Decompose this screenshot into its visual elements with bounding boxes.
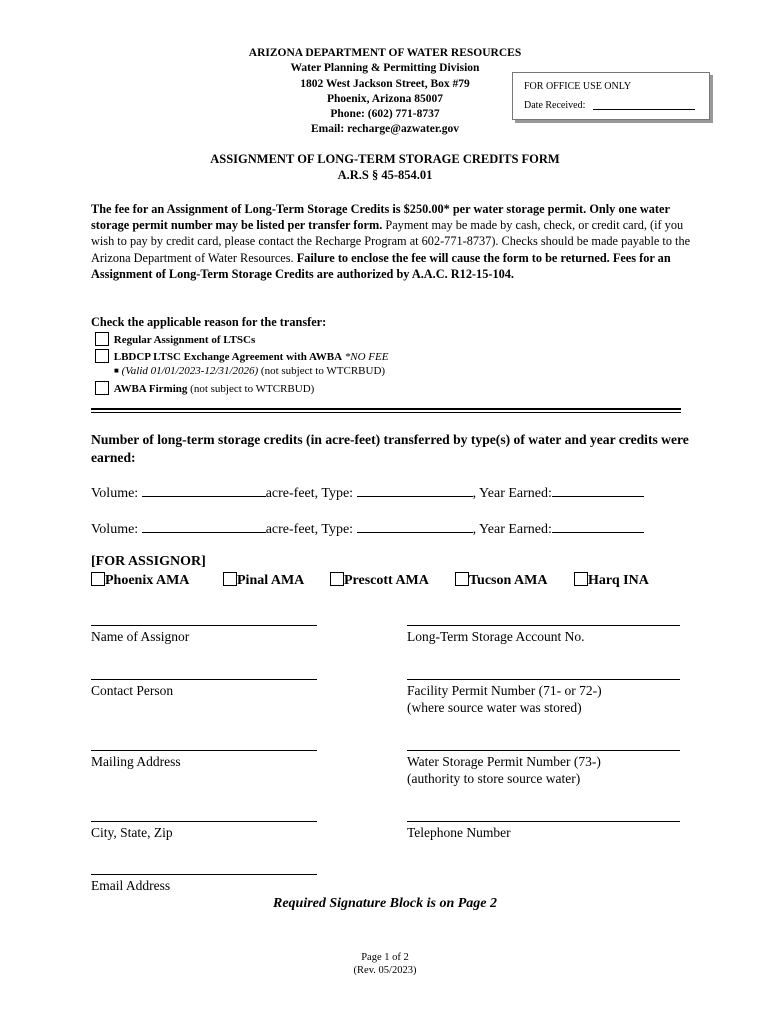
contact-person-field[interactable] <box>91 679 317 680</box>
ama-harq-label: Harq INA <box>588 573 649 588</box>
division-name: Water Planning & Permitting Division <box>290 62 480 75</box>
type-input-2[interactable] <box>357 519 473 533</box>
ws-permit-field[interactable] <box>407 750 680 751</box>
email: Email: recharge@azwater.gov <box>310 123 460 136</box>
reason-option-lbdcp[interactable] <box>95 349 388 363</box>
no-fee-note: *NO FEE <box>342 351 389 363</box>
page-number: Page 1 of 2 <box>361 952 409 963</box>
ama-phoenix-label: Phoenix AMA <box>105 573 190 588</box>
office-use-title: FOR OFFICE USE ONLY <box>524 81 632 92</box>
lts-account-label: Long-Term Storage Account No. <box>407 629 585 644</box>
email-field[interactable] <box>91 874 317 875</box>
reason-heading: Check the applicable reason for the transfer: <box>91 315 327 329</box>
year-input-2[interactable] <box>552 519 644 533</box>
fee-paragraph <box>91 201 691 282</box>
ama-pinal[interactable] <box>223 572 304 589</box>
name-of-assignor-label: Name of Assignor <box>91 629 190 644</box>
telephone-field[interactable] <box>407 821 680 822</box>
year-earned-label: , Year Earned: <box>472 486 552 501</box>
ama-tucson-label: Tucson AMA <box>469 573 548 588</box>
date-received-label: Date Received: <box>524 100 586 111</box>
checkbox-tucson-ama[interactable] <box>455 572 469 586</box>
page-footer <box>285 951 485 977</box>
form-title <box>120 151 650 183</box>
checkbox-regular[interactable] <box>95 332 109 346</box>
divider-top <box>91 408 681 410</box>
lbdcp-validity <box>114 365 385 377</box>
email-label: Email Address <box>91 878 171 893</box>
telephone-label: Telephone Number <box>407 825 511 840</box>
contact-person-label: Contact Person <box>91 683 174 698</box>
mailing-address-label: Mailing Address <box>91 754 181 769</box>
reason-firming-label: AWBA Firming <box>113 383 188 395</box>
name-of-assignor-field[interactable] <box>91 625 317 626</box>
ws-permit-subtext: (authority to store source water) <box>407 771 581 786</box>
checkbox-firming[interactable] <box>95 381 109 395</box>
volume-input-1[interactable] <box>142 483 266 497</box>
city-state-zip-field[interactable] <box>91 821 317 822</box>
city-state-zip-label: City, State, Zip <box>91 825 173 840</box>
acre-feet-type-label: acre-feet, Type: <box>265 522 354 537</box>
failure-text: Failure to enclose the fee will cause the form to be returned. Fees for an Assignment of Long-Term Storage Credits are authorized by A.A.C. R12-15-104. <box>91 250 671 281</box>
volume-label: Volume: <box>91 486 139 501</box>
ama-pinal-label: Pinal AMA <box>237 573 305 588</box>
form-title-line2: A.R.S § 45-854.01 <box>337 168 433 182</box>
ama-prescott[interactable] <box>330 572 429 589</box>
facility-permit-subtext: (where source water was stored) <box>407 700 582 715</box>
validity-note: (not subject to WTCRBUD) <box>258 365 386 377</box>
checkbox-pinal-ama[interactable] <box>223 572 237 586</box>
reason-regular-label: Regular Assignment of LTSCs <box>113 334 256 346</box>
checkbox-lbdcp[interactable] <box>95 349 109 363</box>
year-earned-label: , Year Earned: <box>472 522 552 537</box>
ama-tucson[interactable] <box>455 572 547 589</box>
one-permit-text: Only one water storage permit number may be listed per transfer form. <box>91 202 670 233</box>
date-received-field[interactable] <box>593 109 695 110</box>
city-address: Phoenix, Arizona 85007 <box>327 92 443 105</box>
validity-dates: (Valid 01/01/2023-12/31/2026) <box>121 365 259 377</box>
acre-feet-type-label: acre-feet, Type: <box>265 486 354 501</box>
checkbox-phoenix-ama[interactable] <box>91 572 105 586</box>
divider-bottom <box>91 412 681 413</box>
assignor-heading: [FOR ASSIGNOR] <box>91 554 206 569</box>
volume-row-1 <box>91 483 691 502</box>
form-title-line1: ASSIGNMENT OF LONG-TERM STORAGE CREDITS FORM <box>210 152 560 166</box>
volume-input-2[interactable] <box>142 519 266 533</box>
type-input-1[interactable] <box>357 483 473 497</box>
facility-permit-field[interactable] <box>407 679 680 680</box>
volume-row-2 <box>91 519 691 538</box>
agency-name: ARIZONA DEPARTMENT OF WATER RESOURCES <box>248 47 522 59</box>
mailing-address-field[interactable] <box>91 750 317 751</box>
reason-lbdcp-label: LBDCP LTSC Exchange Agreement with AWBA <box>113 351 343 363</box>
reason-option-firming[interactable] <box>95 381 314 395</box>
ama-harquahala[interactable] <box>574 572 649 589</box>
office-use-box <box>512 72 710 120</box>
facility-permit-text: Facility Permit Number (71- or 72-) <box>407 683 602 698</box>
revision: (Rev. 05/2023) <box>353 965 417 976</box>
phone: Phone: (602) 771-8737 <box>330 108 440 121</box>
credits-heading: Number of long-term storage credits (in acre-feet) transferred by type(s) of water and year credits were earned: <box>91 432 689 465</box>
facility-permit-label <box>407 682 602 716</box>
ws-permit-label <box>407 753 601 787</box>
ama-phoenix[interactable] <box>91 572 189 589</box>
ama-prescott-label: Prescott AMA <box>344 573 429 588</box>
year-input-1[interactable] <box>552 483 644 497</box>
lts-account-field[interactable] <box>407 625 680 626</box>
reason-option-regular[interactable] <box>95 332 255 346</box>
checkbox-prescott-ama[interactable] <box>330 572 344 586</box>
bullet-icon: ■ <box>114 366 119 375</box>
signature-note: Required Signature Block is on Page 2 <box>272 896 498 911</box>
firming-note: (not subject to WTCRBUD) <box>187 383 315 395</box>
payment-text: Payment may be made by cash, check, or credit card, (if you wish to pay by credit card, please contact the Recharge Program at 602-771-8737). Checks should be made payable to the Arizona Department of Water Resources. <box>91 218 691 265</box>
fee-text-bold: The fee for an Assignment of Long-Term Storage Credits is $250.00* per water storage permit. <box>91 202 587 216</box>
street-address: 1802 West Jackson Street, Box #79 <box>300 77 470 90</box>
checkbox-harq-ina[interactable] <box>574 572 588 586</box>
ws-permit-text: Water Storage Permit Number (73-) <box>407 754 601 769</box>
volume-label: Volume: <box>91 522 139 537</box>
